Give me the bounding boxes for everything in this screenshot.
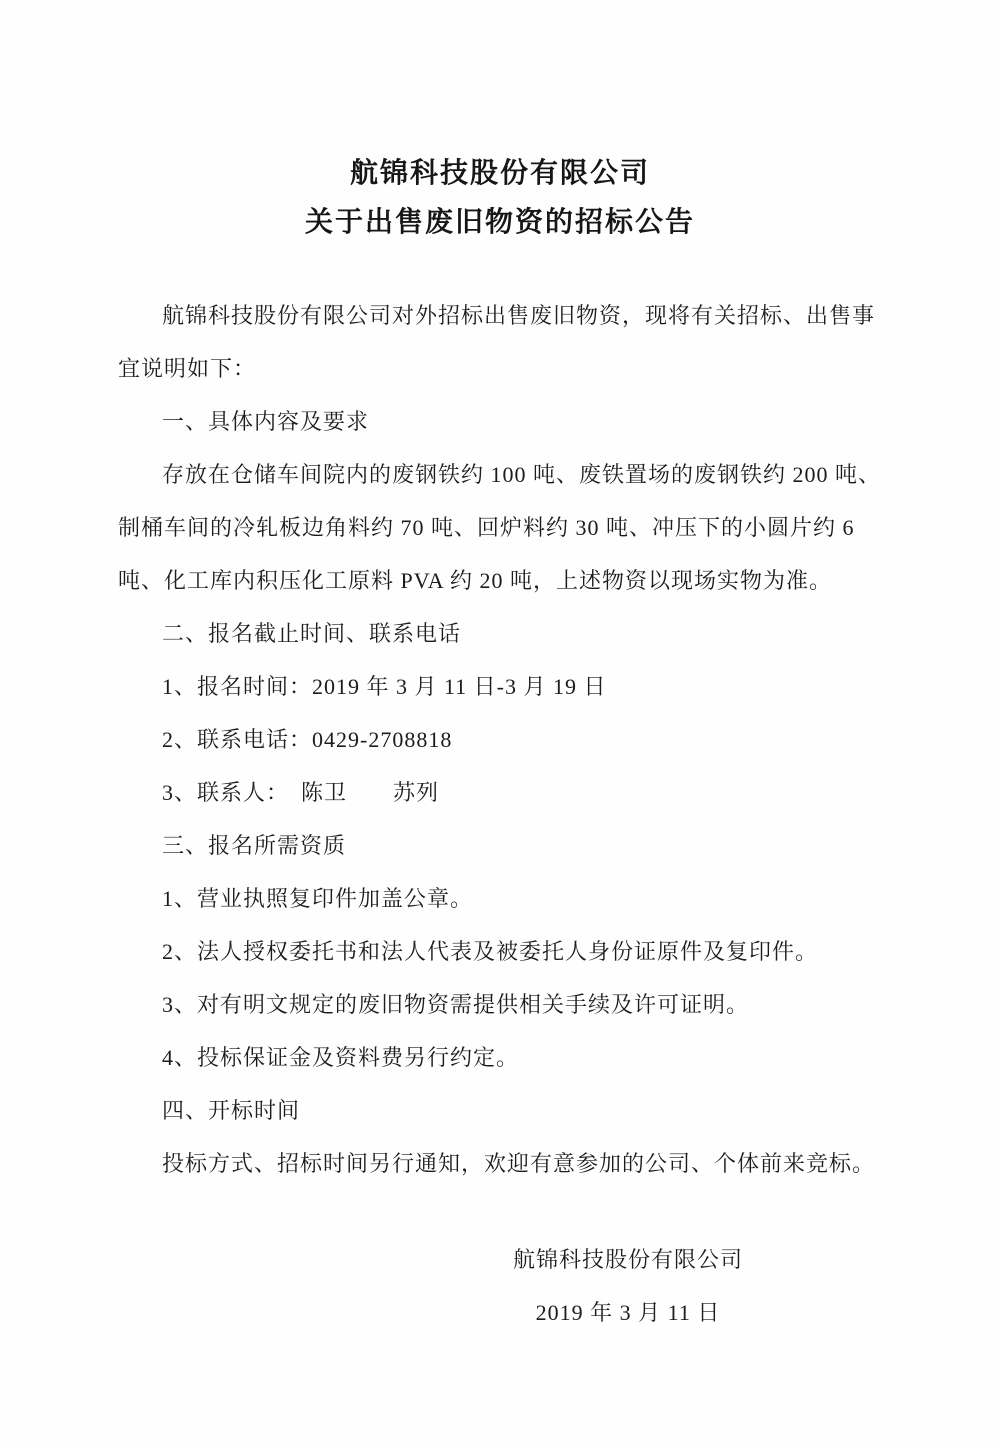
intro-paragraph: 航锦科技股份有限公司对外招标出售废旧物资，现将有关招标、出售事宜说明如下： xyxy=(118,303,876,381)
signature-date: 2019 年 3 月 11 日 xyxy=(535,1300,721,1325)
section-3-item-1: 1、营业执照复印件加盖公章。 xyxy=(162,886,474,911)
section-3-heading: 三、报名所需资质 xyxy=(162,833,347,858)
signature-block xyxy=(128,1233,1000,1339)
document-header xyxy=(0,0,1000,240)
document-subtitle: 关于出售废旧物资的招标公告 xyxy=(304,206,695,237)
closing-paragraph: 投标方式、招标时间另行通知，欢迎有意参加的公司、个体前来竞标。 xyxy=(162,1151,876,1176)
section-4-heading: 四、开标时间 xyxy=(162,1098,301,1123)
section-3-item-3: 3、对有明文规定的废旧物资需提供相关手续及许可证明。 xyxy=(162,992,750,1017)
section-3-item-4: 4、投标保证金及资料费另行约定。 xyxy=(162,1045,520,1070)
section-2-item-2: 2、联系电话：0429-2708818 xyxy=(162,727,453,752)
section-2-item-1: 1、报名时间：2019 年 3 月 11 日-3 月 19 日 xyxy=(162,674,607,699)
section-1-content: 存放在仓储车间院内的废钢铁约 100 吨、废铁置场的废钢铁约 200 吨、制桶车间的冷轧板边角料约 70 吨、回炉料约 30 吨、冲压下的小圆片约 6 吨、化工库内积压化工原料 PVA 约 20 吨，上述物资以现场实物为准。 xyxy=(118,462,882,593)
section-3-item-2: 2、法人授权委托书和法人代表及被委托人身份证原件及复印件。 xyxy=(162,939,819,964)
document-title: 航锦科技股份有限公司 xyxy=(349,157,650,188)
document-body xyxy=(0,289,1000,1190)
signature-company: 航锦科技股份有限公司 xyxy=(512,1247,743,1272)
section-1-heading: 一、具体内容及要求 xyxy=(162,409,370,434)
section-2-heading: 二、报名截止时间、联系电话 xyxy=(162,621,462,646)
section-2-item-3: 3、联系人： 陈卫 苏列 xyxy=(162,780,440,805)
